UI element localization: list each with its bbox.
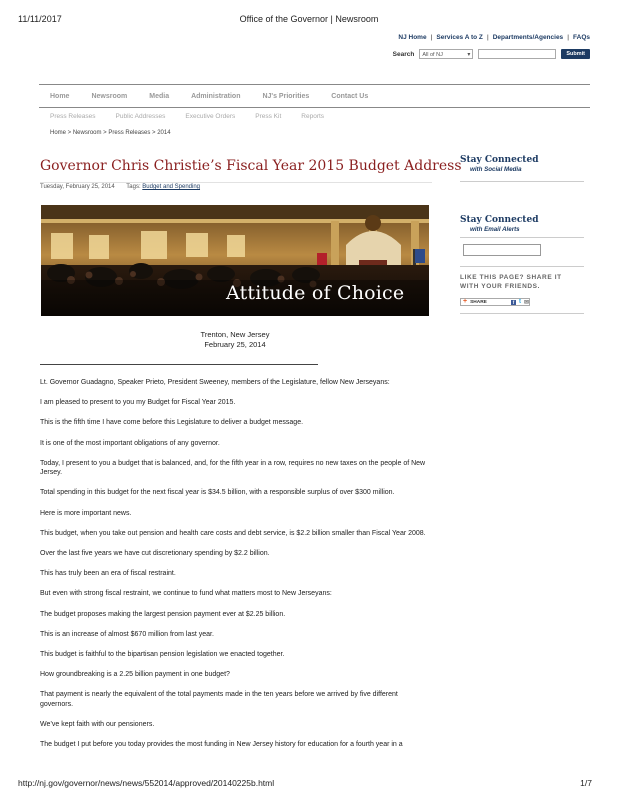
print-page-title: Office of the Governor | Newsroom [239,14,379,24]
paragraph: This is the fifth time I have come before this Legislature to deliver a budget message. [40,419,304,427]
paragraph: How groundbreaking is a 2.25 billion payment in one budget? [40,671,230,679]
nav-media[interactable]: Media [149,92,170,100]
main-nav [39,84,590,108]
print-date: 11/11/2017 [18,14,62,24]
divider [40,182,432,183]
divider [40,364,318,365]
share-prompt-line: LIKE THIS PAGE? SHARE IT [460,274,562,281]
search-scope-select[interactable]: All of NJ ▾ [419,49,473,59]
search-input[interactable] [478,49,556,59]
nav-contact[interactable]: Contact Us [331,92,369,100]
email-icon: ✉ [523,299,529,306]
divider [460,237,584,238]
separator: | [430,34,433,41]
print-page-number: 1/7 [580,778,592,788]
paragraph: But even with strong fiscal restraint, we continue to fund what matters most to New Jerseyans: [40,590,332,598]
paragraph: I am pleased to present to you my Budget for Fiscal Year 2015. [40,399,236,407]
tags-label: Tags: [126,184,141,190]
util-link-faqs[interactable]: FAQs [573,34,590,41]
subnav-reports[interactable]: Reports [301,113,325,120]
nav-priorities[interactable]: NJ's Priorities [262,92,310,100]
search-label: Search [392,50,415,58]
utility-nav [398,34,590,41]
util-link-departments[interactable]: Departments/Agencies [492,34,564,41]
paragraph: This budget, when you take out pension and health care costs and debt service, is $2.2 billion smaller than Fiscal Year 2008. [40,529,426,537]
nav-newsroom[interactable]: Newsroom [91,92,128,100]
subnav-press-releases[interactable]: Press Releases [50,113,96,120]
facebook-icon: f [512,299,515,305]
hero-caption: Attitude of Choice [226,282,405,304]
paragraph: That payment is nearly the equivalent of the total payments made in the ten years before we arrived by five different governors. [40,691,398,708]
subnav-executive-orders[interactable]: Executive Orders [185,113,236,120]
page-title: Governor Chris Christie’s Fiscal Year 2015 Budget Address [40,158,462,174]
paragraph: The budget I put before you today provides the most funding in New Jersey history for education for a fourth year in a [40,741,403,749]
search-submit-button[interactable]: Submit [561,49,590,59]
paragraph: The budget proposes making the largest pension payment ever at $2.25 billion. [40,610,286,618]
tag-link[interactable]: Budget and Spending [142,184,201,190]
paragraph: Lt. Governor Guadagno, Speaker Prieto, President Sweeney, members of the Legislature, fellow New Jerseyans: [40,379,390,386]
share-button[interactable] [460,298,530,306]
util-link-services[interactable]: Services A to Z [436,34,483,41]
divider [460,181,584,182]
paragraph: This budget is faithful to the bipartisan pension legislation we enacted together. [40,651,285,659]
breadcrumb: Home > Newsroom > Press Releases > 2014 [50,130,171,136]
plus-icon: + [463,298,468,305]
search-bar [393,49,590,59]
article-meta [40,184,200,190]
separator: | [567,34,570,41]
divider [460,313,584,314]
email-signup-input[interactable] [463,244,541,256]
stay-connected-subtitle: with Email Alerts [470,226,520,233]
paragraph: This has truly been an era of fiscal restraint. [40,570,176,578]
nav-home[interactable]: Home [50,92,70,100]
paragraph: Today, I present to you a budget that is balanced, and, for the fifth year in a row, requires no new taxes on the people of New Jersey. [40,459,426,477]
stay-connected-email [460,215,539,233]
paragraph: This is an increase of almost $670 million from last year. [40,630,214,638]
stay-connected-title: Stay Connected [460,155,539,165]
stay-connected-social[interactable] [460,155,539,173]
article-body [40,378,430,760]
nav-administration[interactable]: Administration [191,92,241,100]
paragraph: We’ve kept faith with our pensioners. [40,721,155,729]
article-date: Tuesday, February 25, 2014 [40,184,115,190]
subnav-public-addresses[interactable]: Public Addresses [115,113,166,120]
paragraph: Total spending in this budget for the next fiscal year is $34.5 billion, with a responsible surplus of over $300 million. [40,489,395,497]
twitter-icon: t [518,299,521,305]
util-link-nj-home[interactable]: NJ Home [398,34,427,41]
share-prompt-line: WITH YOUR FRIENDS. [460,282,541,290]
paragraph: It is one of the most important obligations of any governor. [40,439,220,447]
divider [460,266,584,267]
sub-nav [40,113,334,120]
share-prompt [460,274,562,291]
dateline [0,330,470,350]
print-url: http://nj.gov/governor/news/news/552014/approved/20140225b.html [18,778,275,788]
dateline-date: February 25, 2014 [204,340,266,349]
dateline-city: Trenton, New Jersey [200,330,270,339]
paragraph: Here is more important news. [40,509,132,517]
subnav-press-kit[interactable]: Press Kit [255,113,282,120]
paragraph: Over the last five years we have cut discretionary spending by $2.2 billion. [40,550,270,558]
stay-connected-title: Stay Connected [460,215,539,225]
stay-connected-subtitle: with Social Media [470,166,522,173]
share-label: SHARE [470,299,487,305]
separator: | [486,34,489,41]
